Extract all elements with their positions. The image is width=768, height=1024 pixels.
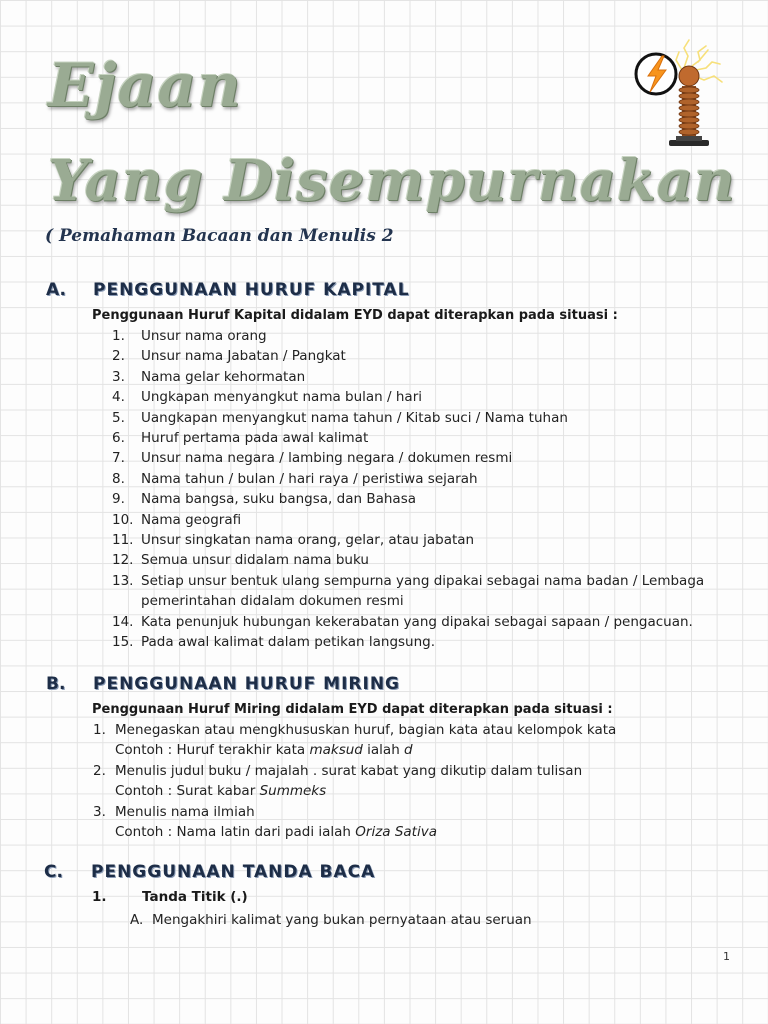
item-text-continued: pemerintahan didalam dokumen resmi — [141, 593, 404, 610]
section-letter: C. — [44, 862, 63, 882]
item-number: 5. — [112, 409, 125, 426]
list-item — [112, 632, 704, 652]
item-number: 2. — [112, 348, 125, 365]
item-text: Setiap unsur bentuk ulang sempurna yang dipakai sebagai nama badan / Lembaga — [141, 572, 705, 589]
list-item — [93, 802, 616, 843]
section-a-intro: Penggunaan Huruf Kapital didalam EYD dapat diterapkan pada situasi : — [92, 308, 618, 323]
item-text: Menulis nama ilmiah — [115, 803, 255, 820]
page-subtitle: ( Pemahaman Bacaan dan Menulis 2 — [45, 226, 394, 246]
item-text: Unsur nama negara / lambing negara / dokumen resmi — [141, 450, 513, 467]
item-number: 3. — [93, 803, 106, 820]
item-number: 9. — [112, 491, 125, 508]
page-title-line1: Ejaan — [48, 51, 242, 121]
item-number: 3. — [112, 368, 125, 385]
item-title: Tanda Titik (.) — [142, 889, 248, 905]
item-number: 13. — [112, 572, 134, 589]
item-text: Kata penunjuk hubungan kekerabatan yang dipakai sebagai sapaan / pengacuan. — [141, 613, 693, 630]
tesla-coil-lightning-icon — [626, 38, 726, 158]
list-item — [112, 367, 704, 387]
list-item — [112, 326, 704, 346]
section-letter: B. — [46, 674, 66, 694]
item-text: Nama tahun / bulan / hari raya / peristiwa sejarah — [141, 470, 478, 487]
list-item — [112, 489, 704, 509]
section-b-list — [93, 720, 616, 842]
section-title: PENGGUNAAN TANDA BACA — [91, 862, 376, 882]
list-item — [112, 530, 704, 550]
section-title: PENGGUNAAN HURUF KAPITAL — [93, 280, 410, 300]
list-item — [112, 448, 704, 468]
example-text — [93, 822, 616, 842]
example-italic: Summeks — [259, 783, 327, 800]
section-title: PENGGUNAAN HURUF MIRING — [93, 674, 400, 694]
item-text: Uangkapan menyangkut nama tahun / Kitab suci / Nama tuhan — [141, 409, 568, 426]
list-item — [112, 469, 704, 489]
example-text — [93, 781, 616, 801]
section-c-heading — [44, 862, 375, 886]
section-b-intro: Penggunaan Huruf Miring didalam EYD dapat diterapkan pada situasi : — [92, 702, 613, 717]
item-text: Unsur nama orang — [141, 328, 267, 344]
item-number: 10. — [112, 511, 134, 528]
item-number: 8. — [112, 470, 125, 487]
list-item — [112, 612, 704, 632]
list-item — [112, 571, 704, 612]
list-item — [112, 428, 704, 448]
item-text: Pada awal kalimat dalam petikan langsung. — [141, 634, 436, 651]
section-b-heading — [46, 674, 400, 698]
item-number: 1. — [92, 889, 107, 905]
example-italic: Oriza Sativa — [355, 824, 437, 841]
item-number: 6. — [112, 430, 125, 447]
list-item — [112, 510, 704, 530]
item-text: Nama geografi — [141, 511, 242, 528]
item-number: 12. — [112, 552, 134, 569]
item-text: Nama bangsa, suku bangsa, dan Bahasa — [141, 491, 416, 508]
list-item — [112, 550, 704, 570]
example-prefix: Contoh : Surat kabar — [115, 783, 260, 800]
item-number: 11. — [112, 532, 134, 549]
item-text: Menegaskan atau mengkhususkan huruf, bagian kata atau kelompok kata — [115, 722, 617, 738]
item-text: Menulis judul buku / majalah . surat kabat yang dikutip dalam tulisan — [115, 762, 583, 779]
item-text: Unsur singkatan nama orang, gelar, atau jabatan — [141, 532, 475, 549]
example-italic2: d — [404, 742, 413, 759]
item-number: 2. — [93, 762, 106, 779]
subitem-letter: A. — [130, 912, 144, 928]
item-number: 15. — [112, 634, 134, 651]
section-a-heading — [46, 280, 410, 304]
list-item — [112, 408, 704, 428]
example-text — [93, 740, 616, 760]
example-prefix: Contoh : Nama latin dari padi ialah — [115, 824, 356, 841]
item-number: 1. — [112, 328, 125, 344]
item-number: 7. — [112, 450, 125, 467]
example-prefix: Contoh : Huruf terakhir kata — [115, 742, 310, 759]
section-a-list — [112, 326, 704, 653]
section-c-item — [92, 889, 248, 905]
item-text: Nama gelar kehormatan — [141, 368, 306, 385]
item-text: Unsur nama Jabatan / Pangkat — [141, 348, 346, 365]
section-letter: A. — [46, 280, 66, 300]
item-number: 4. — [112, 389, 125, 406]
item-text: Ungkapan menyangkut nama bulan / hari — [141, 389, 423, 406]
item-text: Huruf pertama pada awal kalimat — [141, 430, 369, 447]
list-item — [112, 387, 704, 407]
subitem-text: Mengakhiri kalimat yang bukan pernyataan atau seruan — [152, 912, 532, 928]
lightning-bolt-icon — [636, 54, 676, 94]
item-text: Semua unsur didalam nama buku — [141, 552, 369, 569]
page-number: 1 — [723, 950, 730, 963]
list-item — [93, 720, 616, 761]
example-suffix: ialah — [362, 742, 405, 759]
item-number: 14. — [112, 613, 134, 630]
example-italic: maksud — [309, 742, 363, 759]
page-title-line2: Yang Disempurnakan — [48, 148, 736, 214]
item-number: 1. — [93, 722, 106, 738]
section-c-subitem — [130, 912, 532, 928]
list-item — [112, 346, 704, 366]
list-item — [93, 761, 616, 802]
